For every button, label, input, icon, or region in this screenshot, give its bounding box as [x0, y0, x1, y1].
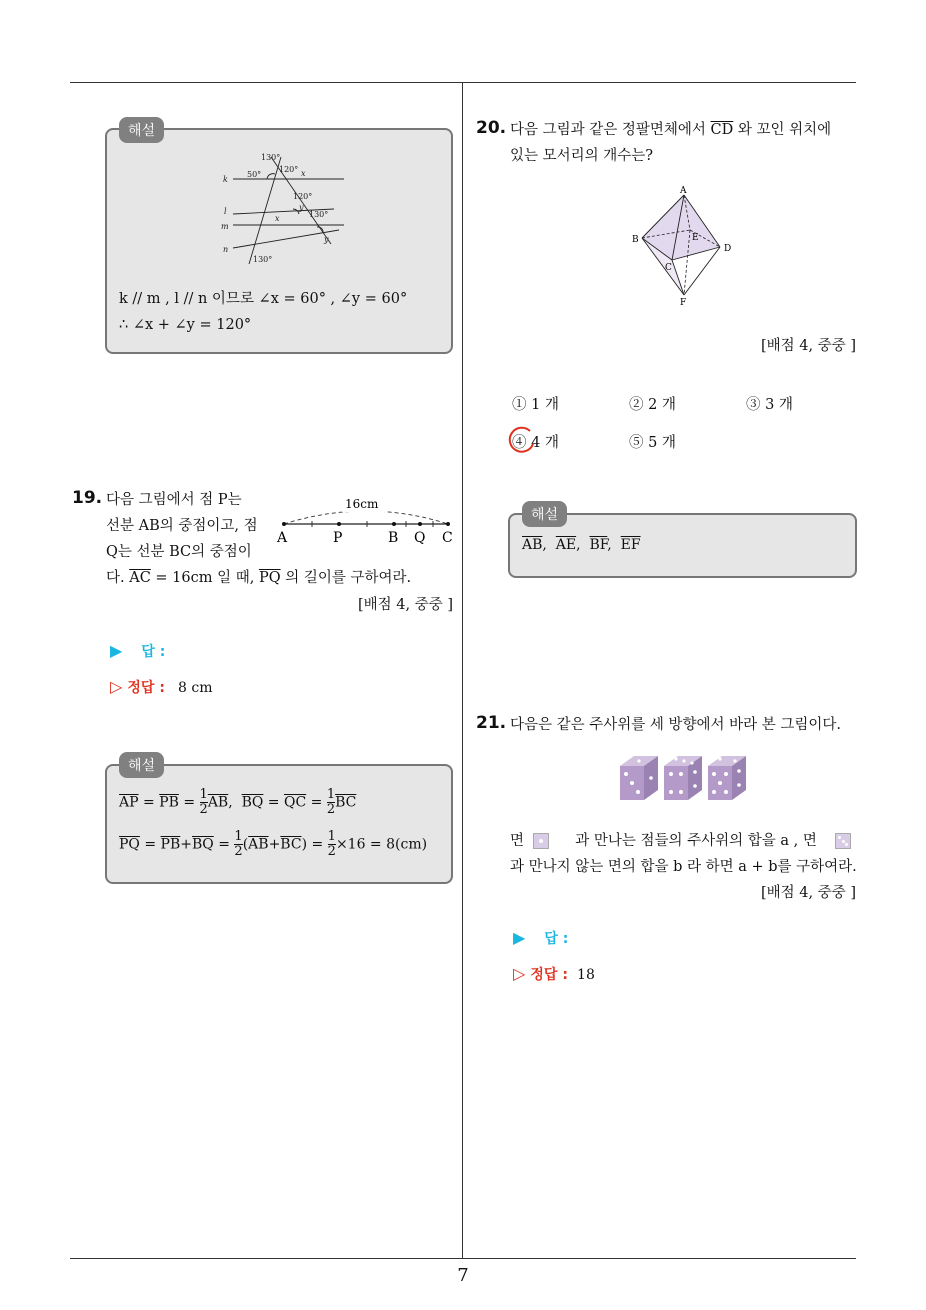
- fig-label: x: [275, 214, 280, 223]
- vertex-label: E: [692, 233, 699, 243]
- point-p: [337, 522, 341, 526]
- fraction: $\frac{1}{2}$: [326, 787, 336, 817]
- fig-label: m: [221, 222, 229, 231]
- q19-correct-row: [110, 677, 213, 697]
- fraction: $\frac{1}{2}$: [199, 787, 208, 817]
- vertex-label: A: [680, 186, 687, 196]
- answer-arrow-icon: ▶: [513, 928, 526, 947]
- segment: $\overline{BF}$: [589, 537, 608, 553]
- fig-label: x: [301, 169, 306, 178]
- segment-pq: $\overline{PQ}$: [258, 570, 281, 586]
- q19-solution-line2: $\overline{PQ} = \overline{PB}+\overline{BQ}$ = $\frac{1}{2}$ $(\overline{AB}+\overline{BC})$ = $\frac{1}{2}$ ×16 = 8(cm): [119, 829, 428, 859]
- segment: $\overline{AB}$: [248, 836, 269, 853]
- q21-text-2b: 과 만나는 점들의 주사위의 합을 a , 면: [575, 833, 817, 849]
- result: ×16 = 8(cm): [335, 836, 428, 853]
- die-face-one-icon: [533, 833, 549, 849]
- correct-label: 정답 :: [127, 680, 165, 696]
- segment: $\overline{PB}$: [160, 836, 181, 853]
- vertex-label: B: [632, 235, 639, 245]
- q20-text-line2: 있는 모서리의 개수는?: [510, 148, 654, 164]
- q19-text-line2: 선분 AB의 중점이고, 점: [106, 518, 258, 534]
- die-2: [664, 756, 702, 800]
- q19-solution-box: [105, 764, 453, 884]
- fig-label: l: [224, 207, 227, 216]
- point-q: [418, 522, 422, 526]
- q18-solution-box: [105, 128, 453, 354]
- octahedron-figure: [628, 185, 740, 307]
- fig-label: n: [223, 245, 229, 254]
- point-label: B: [388, 530, 399, 546]
- fig-label: k: [223, 175, 228, 184]
- q19-solution-line1: $\overline{AP} = \overline{PB}$ = $\frac{1}{2}$ $\overline{AB}$, $\overline{BQ} = \overline{QC}$ = $\frac{1}{2}$ $\overline{BC}$: [119, 787, 357, 817]
- q20-solution-line: $\overline{AB}$, $\overline{AE}$, $\overline{BF}$, $\overline{EF}$: [522, 537, 641, 553]
- segment-cd: $\overline{CD}$: [710, 122, 734, 138]
- die-face-three-icon: [835, 833, 851, 849]
- correct-value: 18: [577, 967, 595, 983]
- fig-label: 130°: [253, 255, 273, 264]
- solution-tag: 해설: [119, 752, 164, 778]
- segment: $\overline{BC}$: [335, 794, 357, 811]
- q19-answer-row: [110, 641, 165, 661]
- fig-label: 120°: [293, 192, 313, 201]
- segment: $\overline{AB}$: [207, 794, 229, 811]
- answer-arrow-icon: ▶: [110, 641, 123, 660]
- column-divider: [462, 83, 463, 1258]
- segment-figure: [272, 494, 458, 546]
- q21-text-line2: [510, 828, 851, 854]
- selected-answer-circle-icon: [505, 424, 537, 456]
- segment: $\overline{PQ}$: [119, 836, 140, 853]
- q21-text-line3: 과 만나지 않는 면의 합을 b 라 하면 a + b를 구하여라.: [510, 859, 857, 875]
- point-b: [392, 522, 396, 526]
- parallel-lines-figure: [219, 152, 349, 267]
- q21-points: [배점 4, 중중 ]: [760, 885, 856, 901]
- q20-text-post: 와 꼬인 위치에: [733, 122, 832, 138]
- point-a: [282, 522, 286, 526]
- q20-choice-3[interactable]: ③ 3 개: [746, 397, 793, 413]
- q21-number: 21.: [476, 713, 507, 733]
- q19-text-pre: 다.: [106, 570, 130, 586]
- segment-ac: $\overline{AC}$: [129, 570, 151, 586]
- point-label: C: [442, 530, 453, 546]
- solution-tag: 해설: [119, 117, 164, 143]
- segment: $\overline{BQ}$: [241, 794, 264, 811]
- segment: $\overline{AE}$: [555, 537, 577, 553]
- point-label: Q: [414, 530, 426, 546]
- fig-label: y: [299, 203, 304, 212]
- q18-solution-line2: ∴ ∠x + ∠y = 120°: [119, 317, 252, 333]
- correct-value: 8 cm: [178, 680, 213, 696]
- correct-arrow-icon: ▷: [513, 964, 526, 983]
- segment: $\overline{BC}$: [280, 836, 302, 853]
- top-rule: [70, 82, 856, 83]
- q19-text-post: 의 길이를 구하여라.: [280, 570, 412, 586]
- die-1: [620, 756, 658, 800]
- q21-answer-row: [513, 928, 568, 948]
- segment: $\overline{PB}$: [159, 794, 179, 811]
- solution-tag: 해설: [522, 501, 567, 527]
- vertex-label: C: [665, 263, 672, 273]
- point-label: P: [333, 530, 343, 546]
- answer-label: 답 :: [141, 644, 166, 660]
- fraction: $\frac{1}{2}$: [234, 829, 243, 859]
- fraction: $\frac{1}{2}$: [327, 829, 336, 859]
- die-3: [708, 756, 746, 800]
- segment: $\overline{BQ}$: [192, 836, 214, 853]
- q21-text-2a: 면: [510, 833, 525, 849]
- segment: $\overline{QC}$: [283, 794, 307, 811]
- vertex-label: F: [680, 298, 687, 307]
- segment: $\overline{EF}$: [620, 537, 641, 553]
- q19-text-line3: Q는 선분 BC의 중점이: [106, 544, 252, 560]
- q21-text-line1: 다음은 같은 주사위를 세 방향에서 바라 본 그림이다.: [510, 717, 842, 733]
- q19-number: 19.: [72, 488, 103, 508]
- q21-correct-row: [513, 964, 595, 984]
- fig-label: 120°: [279, 165, 299, 174]
- q20-choice-5[interactable]: ⑤ 5 개: [629, 435, 676, 451]
- q19-text-mid: = 16cm 일 때,: [150, 570, 259, 586]
- q19-points: [배점 4, 중중 ]: [357, 597, 453, 613]
- fig-label: 130°: [261, 153, 281, 162]
- answer-label: 답 :: [544, 931, 569, 947]
- fig-label: 130°: [309, 210, 329, 219]
- segment: $\overline{AP}$: [119, 794, 139, 811]
- q19-text-line4: [106, 565, 411, 591]
- correct-label: 정답 :: [530, 967, 568, 983]
- q20-text-pre: 다음 그림과 같은 정팔면체에서: [510, 122, 711, 138]
- dice-figure: [616, 752, 752, 804]
- q20-choice-1[interactable]: ① 1 개: [512, 397, 559, 413]
- q20-points: [배점 4, 중중 ]: [760, 338, 856, 354]
- q19-text-line1: 다음 그림에서 점 P는: [106, 492, 242, 508]
- q20-choice-4[interactable]: ④ 4 개: [512, 435, 559, 451]
- bottom-rule: [70, 1258, 856, 1259]
- q20-number: 20.: [476, 118, 507, 138]
- segment: $\overline{AB}$: [522, 537, 543, 553]
- point-c: [446, 522, 450, 526]
- page-number: 7: [457, 1265, 469, 1286]
- q20-text-line1: [510, 117, 831, 143]
- point-label: A: [277, 530, 288, 546]
- fig-label: y: [324, 235, 329, 244]
- fig-label: 50°: [247, 170, 262, 179]
- length-label: 16cm: [345, 497, 379, 511]
- q18-solution-line1: k // m , l // n 이므로 ∠x = 60° , ∠y = 60°: [119, 291, 408, 307]
- vertex-label: D: [724, 244, 732, 254]
- q20-choice-2[interactable]: ② 2 개: [629, 397, 676, 413]
- correct-arrow-icon: ▷: [110, 677, 123, 696]
